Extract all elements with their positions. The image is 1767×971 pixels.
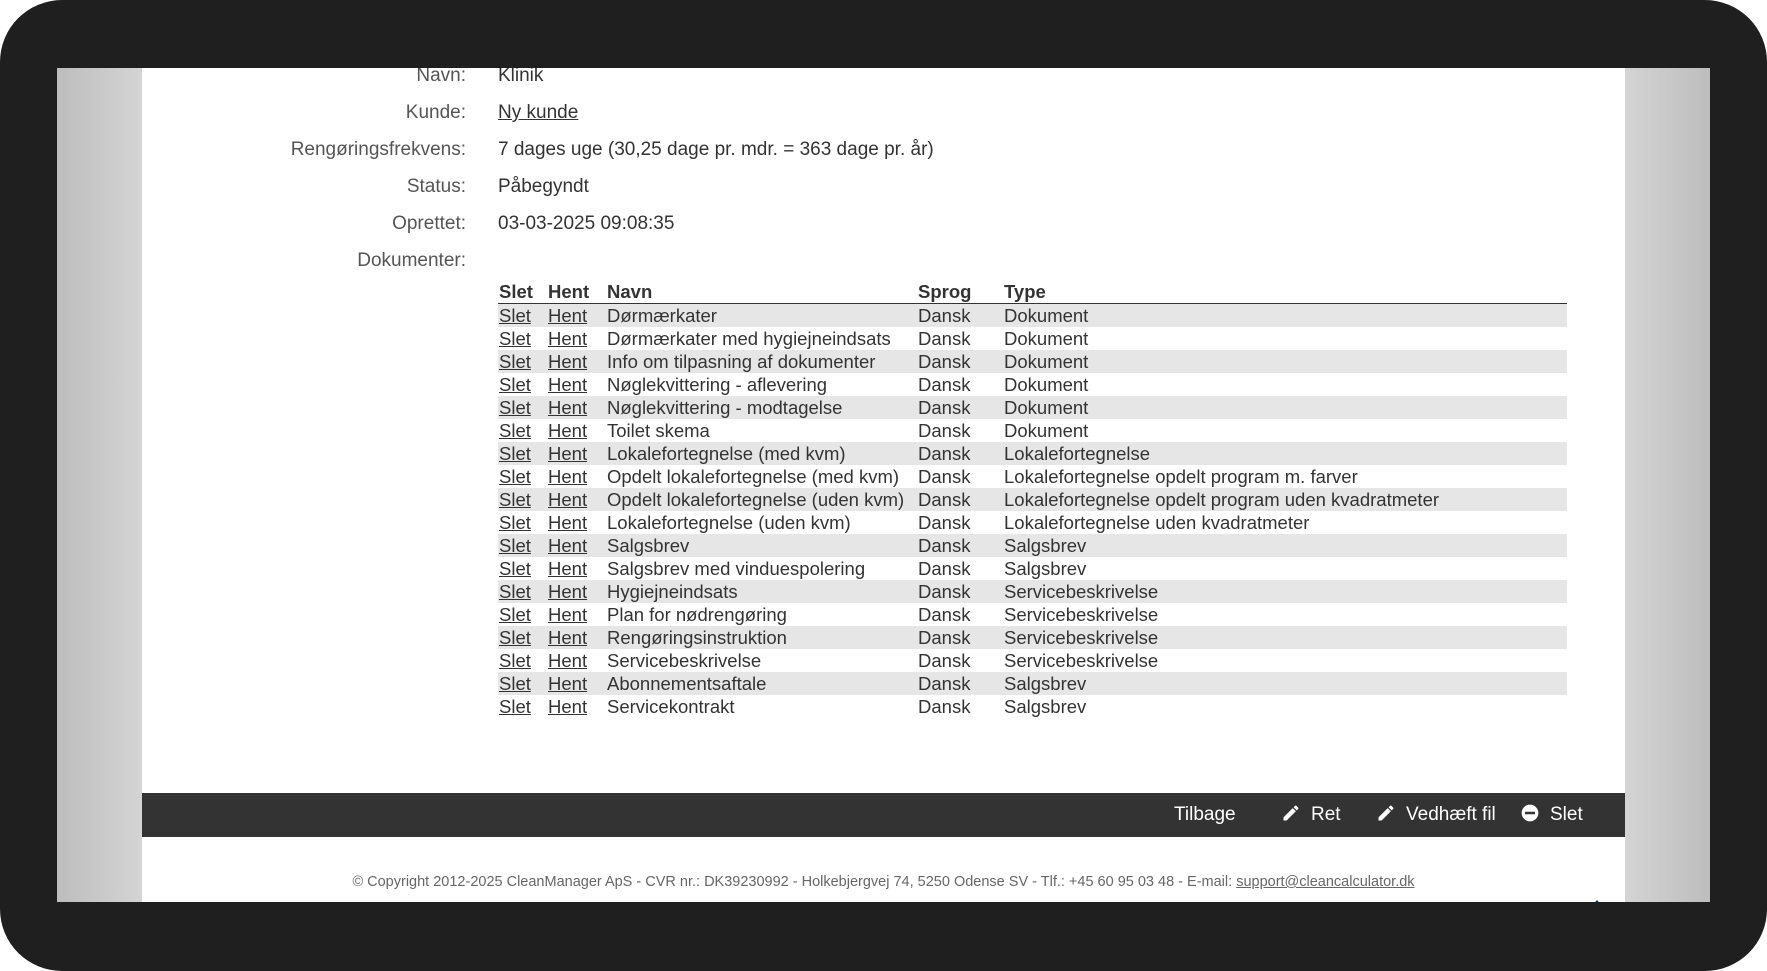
cell-sprog: Dansk <box>917 672 1003 695</box>
cell-hent <box>547 649 606 672</box>
cell-sprog: Dansk <box>918 558 971 579</box>
slet-link[interactable]: Slet <box>499 604 531 625</box>
cell-hent <box>547 304 606 328</box>
minus-circle-icon <box>1520 803 1540 823</box>
info-row-status <box>142 176 1625 206</box>
cell-hent <box>547 373 606 396</box>
hent-link[interactable]: Hent <box>548 696 588 717</box>
header-navn: Navn <box>606 280 917 304</box>
ret-button[interactable] <box>1281 793 1341 837</box>
cell-sprog: Dansk <box>917 488 1003 511</box>
table-row <box>498 350 1567 373</box>
cell-sprog: Dansk <box>918 604 971 625</box>
cell-sprog: Dansk <box>918 374 971 395</box>
slet-link[interactable]: Slet <box>499 535 531 556</box>
cell-slet <box>498 327 547 350</box>
cell-sprog: Dansk <box>918 512 971 533</box>
header-hent: Hent <box>547 280 606 304</box>
cell-sprog: Dansk <box>917 304 1003 328</box>
cell-navn: Abonnementsaftale <box>606 672 917 695</box>
cell-navn: Nøglekvittering - aflevering <box>607 374 828 395</box>
hent-link[interactable]: Hent <box>548 328 588 349</box>
cell-navn: Dørmærkater <box>606 304 917 328</box>
frekvens-value: 7 dages uge (30,25 dage pr. mdr. = 363 dage pr. år) <box>498 139 934 160</box>
hent-link[interactable]: Hent <box>548 581 588 602</box>
hent-link[interactable]: Hent <box>548 673 588 694</box>
footer <box>142 874 1625 890</box>
info-row-oprettet <box>142 213 1625 243</box>
vedhaeft-label: Vedhæft fil <box>1406 804 1496 825</box>
table-row <box>498 626 1567 649</box>
cell-type: Dokument <box>1003 304 1567 328</box>
cell-navn: Info om tilpasning af dokumenter <box>606 350 917 373</box>
hent-link[interactable]: Hent <box>548 558 588 579</box>
cell-slet <box>498 419 547 442</box>
hent-link[interactable]: Hent <box>548 489 588 510</box>
cell-type: Lokalefortegnelse uden kvadratmeter <box>1004 512 1310 533</box>
table-header-row <box>498 280 1567 304</box>
right-margin <box>1625 68 1710 902</box>
table-row <box>498 511 1567 534</box>
cell-slet <box>498 672 547 695</box>
cell-navn: Salgsbrev <box>606 534 917 557</box>
table-row <box>498 373 1567 396</box>
hent-link[interactable]: Hent <box>548 627 588 648</box>
slet-link[interactable]: Slet <box>499 305 531 326</box>
cell-hent <box>547 511 606 534</box>
slet-link[interactable]: Slet <box>499 443 531 464</box>
tilbage-label: Tilbage <box>1174 804 1236 825</box>
hent-link[interactable]: Hent <box>548 443 588 464</box>
cell-type: Salgsbrev <box>1004 558 1087 579</box>
slet-link[interactable]: Slet <box>499 466 531 487</box>
cell-type: Dokument <box>1004 420 1089 441</box>
status-value: Påbegyndt <box>498 176 589 197</box>
cell-navn: Dørmærkater med hygiejneindsats <box>607 328 891 349</box>
documents-table <box>498 280 1567 718</box>
tilbage-button[interactable] <box>1174 793 1236 837</box>
cell-type: Servicebeskrivelse <box>1004 650 1159 671</box>
action-toolbar <box>142 793 1625 837</box>
hent-link[interactable]: Hent <box>548 305 588 326</box>
dokumenter-label: Dokumenter: <box>357 250 466 271</box>
cell-type: Lokalefortegnelse opdelt program uden kvadratmeter <box>1003 488 1567 511</box>
table-row <box>498 396 1567 419</box>
frekvens-label: Rengøringsfrekvens: <box>290 139 466 160</box>
cell-hent <box>547 419 606 442</box>
cell-hent <box>547 672 606 695</box>
content-page <box>142 68 1625 902</box>
cell-sprog: Dansk <box>918 420 971 441</box>
cell-navn: Lokalefortegnelse (uden kvm) <box>607 512 851 533</box>
cell-sprog: Dansk <box>918 328 971 349</box>
slet-label: Slet <box>1550 804 1583 825</box>
slet-link[interactable]: Slet <box>499 512 531 533</box>
cell-hent <box>547 557 606 580</box>
table-row <box>498 534 1567 557</box>
slet-link[interactable]: Slet <box>499 558 531 579</box>
ret-label: Ret <box>1311 804 1341 825</box>
left-margin <box>57 68 142 902</box>
slet-link[interactable]: Slet <box>499 420 531 441</box>
cell-type: Lokalefortegnelse <box>1003 442 1567 465</box>
cell-hent <box>547 626 606 649</box>
cell-navn: Salgsbrev med vinduespolering <box>607 558 866 579</box>
table-row <box>498 304 1567 328</box>
cell-hent <box>547 603 606 626</box>
cell-type: Servicebeskrivelse <box>1003 580 1567 603</box>
cell-hent <box>547 488 606 511</box>
cell-navn: Nøglekvittering - modtagelse <box>606 396 917 419</box>
cell-sprog: Dansk <box>918 696 971 717</box>
header-type: Type <box>1003 280 1567 304</box>
cell-slet <box>498 649 547 672</box>
pencil-icon <box>1281 803 1301 823</box>
slet-link[interactable]: Slet <box>499 650 531 671</box>
header-slet: Slet <box>498 280 547 304</box>
cell-sprog: Dansk <box>917 350 1003 373</box>
cell-slet <box>498 695 547 718</box>
hent-link[interactable]: Hent <box>548 351 588 372</box>
slet-link[interactable]: Slet <box>499 696 531 717</box>
cell-hent <box>547 396 606 419</box>
cell-navn: Opdelt lokalefortegnelse (med kvm) <box>607 466 900 487</box>
table-row <box>498 649 1567 672</box>
hent-link[interactable]: Hent <box>548 397 588 418</box>
cell-sprog: Dansk <box>918 650 971 671</box>
slet-link[interactable]: Slet <box>499 397 531 418</box>
kunde-label: Kunde: <box>405 102 466 123</box>
cell-navn: Toilet skema <box>607 420 710 441</box>
info-row-kunde <box>142 102 1625 132</box>
info-row-frekvens <box>142 139 1625 169</box>
cell-slet <box>498 373 547 396</box>
slet-link[interactable]: Slet <box>499 374 531 395</box>
hent-link[interactable]: Hent <box>548 466 588 487</box>
slet-link[interactable]: Slet <box>499 627 531 648</box>
cell-slet <box>498 465 547 488</box>
hent-link[interactable]: Hent <box>548 374 588 395</box>
oprettet-value: 03-03-2025 09:08:35 <box>498 213 675 234</box>
cell-navn: Servicebeskrivelse <box>607 650 762 671</box>
cell-type: Dokument <box>1004 328 1089 349</box>
slet-link[interactable]: Slet <box>499 489 531 510</box>
table-row <box>498 465 1567 488</box>
cell-type: Salgsbrev <box>1004 696 1087 717</box>
info-row-navn <box>142 68 1625 95</box>
cell-navn: Servicekontrakt <box>607 696 735 717</box>
cell-sprog: Dansk <box>917 626 1003 649</box>
navn-label: Navn: <box>416 68 466 86</box>
cell-navn: Plan for nødrengøring <box>607 604 787 625</box>
arrow-up-icon <box>1573 900 1621 902</box>
header-sprog: Sprog <box>917 280 1003 304</box>
hent-link[interactable]: Hent <box>548 420 588 441</box>
cell-sprog: Dansk <box>918 466 971 487</box>
footer-email-link[interactable]: support@cleancalculator.dk <box>1236 874 1415 890</box>
slet-link[interactable]: Slet <box>499 351 531 372</box>
cell-slet <box>498 534 547 557</box>
cell-type: Salgsbrev <box>1003 534 1567 557</box>
cell-type: Servicebeskrivelse <box>1003 626 1567 649</box>
cell-sprog: Dansk <box>917 396 1003 419</box>
table-row <box>498 695 1567 718</box>
hent-link[interactable]: Hent <box>548 535 588 556</box>
cell-sprog: Dansk <box>917 442 1003 465</box>
cell-slet <box>498 304 547 328</box>
cell-type: Lokalefortegnelse opdelt program m. farver <box>1004 466 1358 487</box>
screen <box>57 68 1710 902</box>
table-row <box>498 580 1567 603</box>
cell-slet <box>498 442 547 465</box>
table-row <box>498 557 1567 580</box>
pencil-icon <box>1376 803 1396 823</box>
cell-navn: Lokalefortegnelse (med kvm) <box>606 442 917 465</box>
cell-hent <box>547 442 606 465</box>
cell-sprog: Dansk <box>917 534 1003 557</box>
footer-text: © Copyright 2012-2025 CleanManager ApS - CVR nr.: DK39230992 - Holkebjergvej 74, 5250 Odense SV - Tlf.: +45 60 95 03 48 - E-mail: <box>352 874 1237 890</box>
cell-type: Dokument <box>1004 374 1089 395</box>
cell-slet <box>498 603 547 626</box>
cell-slet <box>498 626 547 649</box>
hent-link[interactable]: Hent <box>548 512 588 533</box>
slet-link[interactable]: Slet <box>499 328 531 349</box>
hent-link[interactable]: Hent <box>548 604 588 625</box>
navn-value: Klinik <box>498 68 544 86</box>
cell-hent <box>547 695 606 718</box>
cell-hent <box>547 465 606 488</box>
cell-slet <box>498 580 547 603</box>
table-row <box>498 327 1567 350</box>
slet-link[interactable]: Slet <box>499 581 531 602</box>
cell-slet <box>498 511 547 534</box>
kunde-link[interactable]: Ny kunde <box>498 102 579 123</box>
status-label: Status: <box>406 176 466 197</box>
cell-hent <box>547 350 606 373</box>
cell-slet <box>498 396 547 419</box>
cell-navn: Opdelt lokalefortegnelse (uden kvm) <box>606 488 917 511</box>
cell-hent <box>547 580 606 603</box>
cell-sprog: Dansk <box>917 580 1003 603</box>
cell-navn: Rengøringsinstruktion <box>606 626 917 649</box>
cell-navn: Hygiejneindsats <box>606 580 917 603</box>
info-row-dokumenter <box>142 250 1625 280</box>
table-row <box>498 488 1567 511</box>
table-row <box>498 672 1567 695</box>
cell-type: Servicebeskrivelse <box>1004 604 1159 625</box>
cell-slet <box>498 350 547 373</box>
cell-hent <box>547 327 606 350</box>
cell-type: Dokument <box>1003 350 1567 373</box>
table-row <box>498 603 1567 626</box>
cell-type: Dokument <box>1003 396 1567 419</box>
cell-type: Salgsbrev <box>1003 672 1567 695</box>
table-row <box>498 419 1567 442</box>
hent-link[interactable]: Hent <box>548 650 588 671</box>
documents-body <box>498 304 1567 719</box>
table-row <box>498 442 1567 465</box>
slet-link[interactable]: Slet <box>499 673 531 694</box>
cell-slet <box>498 488 547 511</box>
slet-button[interactable] <box>1520 793 1583 837</box>
vedhaeft-fil-button[interactable] <box>1376 793 1496 837</box>
cell-slet <box>498 557 547 580</box>
cell-hent <box>547 534 606 557</box>
oprettet-label: Oprettet: <box>392 213 466 234</box>
